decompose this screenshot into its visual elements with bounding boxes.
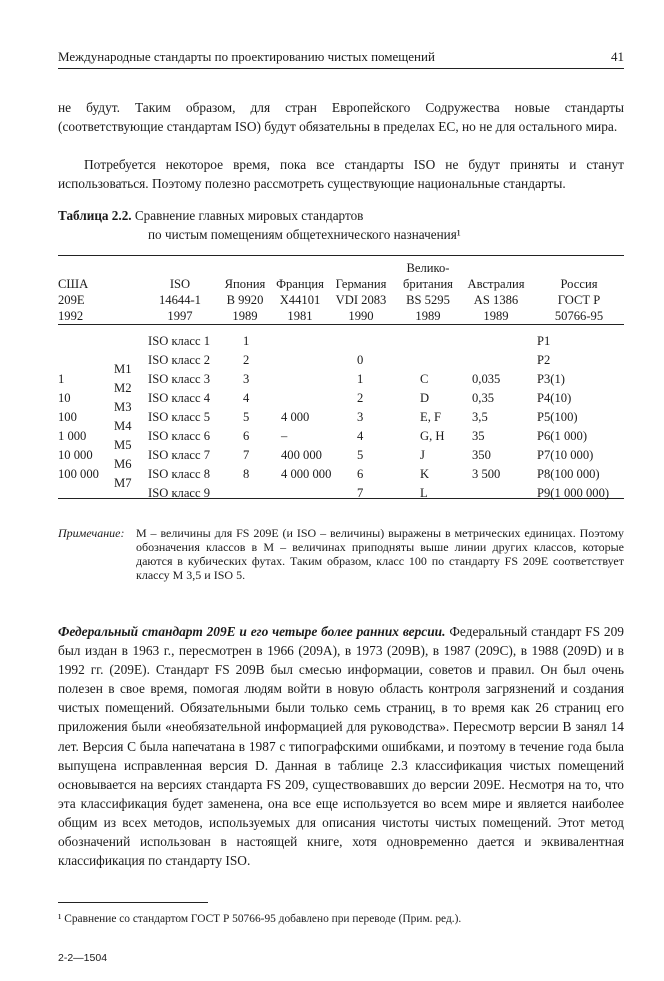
russia-value: P9(1 000 000) xyxy=(537,486,610,500)
paragraph-2: Потребуется некоторое время, пока все стандарты ISO не будут приняты и станут использоваться. Поэтому полезно рассмотреть существующие национальные стандарты. xyxy=(58,157,624,191)
m-class: M3 xyxy=(114,399,132,414)
iso-class: ISO класс 9 xyxy=(148,486,211,500)
m-class: M7 xyxy=(114,475,132,490)
russia-value: P3(1) xyxy=(537,372,565,386)
usa-value: 10 000 xyxy=(58,448,93,462)
japan-value: 3 xyxy=(243,372,250,386)
iso-class: ISO класс 5 xyxy=(148,410,211,424)
usa-value: 100 000 xyxy=(58,467,99,481)
japan-value: 7 xyxy=(243,448,250,462)
header-iso: ISO 14644-1 1997 xyxy=(159,277,201,323)
m-class: M5 xyxy=(114,437,132,452)
section-paragraph xyxy=(58,622,624,870)
header-australia: Австралия AS 1386 1989 xyxy=(467,277,525,323)
m-class: M1 xyxy=(114,361,132,376)
germany-value: 2 xyxy=(357,391,364,405)
m-class: M6 xyxy=(114,456,132,471)
table-header-rule xyxy=(58,324,624,325)
france-value: 4 000 xyxy=(281,410,310,424)
russia-value: P1 xyxy=(537,334,551,348)
iso-class: ISO класс 1 xyxy=(148,334,211,348)
germany-value: 4 xyxy=(357,429,364,443)
note-text: M – величины для FS 209E (и ISO – величины) выражены в метрических единицах. Поэтому обозначения классов в M – величинах приподняты выше линии других классов, которые даются в кубических футах. Таким образом, класс 100 по стандарту FS 209E соответствует классу M 3,5 и ISO 5. xyxy=(136,526,624,582)
table-caption xyxy=(58,208,363,224)
australia-value: 0,035 xyxy=(472,372,501,386)
uk-value: G, H xyxy=(420,429,445,443)
footnote-rule xyxy=(58,902,208,903)
japan-value: 2 xyxy=(243,353,250,367)
russia-value: P8(100 000) xyxy=(537,467,600,481)
iso-class: ISO класс 4 xyxy=(148,391,211,405)
japan-value: 1 xyxy=(243,334,250,348)
france-value: – xyxy=(281,429,288,443)
table-caption-line2: по чистым помещениям общетехнического назначения¹ xyxy=(148,227,461,242)
header-france: Франция X44101 1981 xyxy=(276,277,324,323)
australia-value: 350 xyxy=(472,448,491,462)
iso-class: ISO класс 8 xyxy=(148,467,211,481)
uk-value: K xyxy=(420,467,430,481)
australia-value: 3 500 xyxy=(472,467,501,481)
uk-value: L xyxy=(420,486,428,500)
page-number: 41 xyxy=(611,49,624,64)
germany-value: 7 xyxy=(357,486,364,500)
header-russia: Россия ГОСТ Р 50766-95 xyxy=(554,277,604,323)
table-caption-line1: Сравнение главных мировых стандартов xyxy=(134,208,364,223)
usa-value: 1 xyxy=(58,372,65,386)
paragraph-1: не будут. Таким образом, для стран Европейского Содружества новые стандарты (соответствующие стандартам ISO) будут обязательны в пределах ЕС, но не для остального мира. xyxy=(58,100,624,134)
table-caption-label: Таблица 2.2. xyxy=(58,208,132,223)
russia-value: P2 xyxy=(537,353,551,367)
note-label: Примечание: xyxy=(58,526,125,540)
running-header-title: Международные стандарты по проектированию чистых помещений xyxy=(58,49,435,64)
iso-class: ISO класс 7 xyxy=(148,448,211,462)
japan-value: 6 xyxy=(243,429,250,443)
footnote: ¹ Сравнение со стандартом ГОСТ Р 50766-95 добавлено при переводе (Прим. ред.). xyxy=(58,913,462,925)
header-germany: Германия VDI 2083 1990 xyxy=(335,277,387,323)
germany-value: 6 xyxy=(357,467,364,481)
m-class: M2 xyxy=(114,380,132,395)
iso-class: ISO класс 3 xyxy=(148,372,211,386)
france-value: 400 000 xyxy=(281,448,322,462)
header-japan: Япония B 9920 1989 xyxy=(224,277,266,323)
usa-value: 1 000 xyxy=(58,429,87,443)
germany-value: 5 xyxy=(357,448,364,462)
iso-class: ISO класс 2 xyxy=(148,353,211,367)
usa-value: 10 xyxy=(58,391,71,405)
usa-value: 100 xyxy=(58,410,77,424)
japan-value: 8 xyxy=(243,467,250,481)
header-uk: Велико- британия BS 5295 1989 xyxy=(403,261,453,323)
france-value: 4 000 000 xyxy=(281,467,332,481)
iso-class: ISO класс 6 xyxy=(148,429,211,443)
germany-value: 3 xyxy=(357,410,364,424)
russia-value: P4(10) xyxy=(537,391,572,405)
page-code: 2-2—1504 xyxy=(58,952,108,964)
russia-value: P6(1 000) xyxy=(537,429,588,443)
russia-value: P7(10 000) xyxy=(537,448,594,462)
japan-value: 5 xyxy=(243,410,250,424)
australia-value: 3,5 xyxy=(472,410,488,424)
header-usa: США 209E 1992 xyxy=(58,277,89,323)
header-rule xyxy=(58,68,624,69)
uk-value: D xyxy=(420,391,430,405)
table-top-rule xyxy=(58,255,624,256)
uk-value: E, F xyxy=(420,410,441,424)
germany-value: 0 xyxy=(357,353,364,367)
m-class: M4 xyxy=(114,418,132,433)
germany-value: 1 xyxy=(357,372,364,386)
uk-value: C xyxy=(420,372,429,386)
section-heading: Федеральный стандарт 209E и его четыре более ранних версии. xyxy=(58,624,446,639)
australia-value: 0,35 xyxy=(472,391,495,405)
russia-value: P5(100) xyxy=(537,410,578,424)
uk-value: J xyxy=(420,448,425,462)
australia-value: 35 xyxy=(472,429,485,443)
section-text: Федеральный стандарт FS 209 был издан в 1963 г., пересмотрен в 1966 (209A), в 1973 (209B), в 1987 (209C), в 1988 (209D) и в 1992 гг. (209E). Стандарт FS 209B был смесью информации, советов и правил. Он был очень полезен в свое время, помогая людям войти в новую область контроля загрязнений и создания чистых помещений. Обязательными были только семь страниц, в то время как 26 страниц его приложения были «необязательной информацией для руководства». Пересмотр версии B занял 14 лет. Версия C была напечатана в 1987 с типографскими ошибками, и поэтому в течение года была выпущена исправленная версия D. Данная в таблице 2.3 классификация чистых помещений основывается на версиях стандарта FS 209, существовавших до версии 209E. Несмотря на то, что эта классификация будет заменена, она все еще используется во всем мире и является наиболее общим из всех методов, используемых для описания чистоты чистых помещений. Этот метод обозначений использован в настоящей книге, хотя одновременно дается и эквивалентная классификация по стандарту ISO. xyxy=(58,624,624,869)
japan-value: 4 xyxy=(243,391,250,405)
